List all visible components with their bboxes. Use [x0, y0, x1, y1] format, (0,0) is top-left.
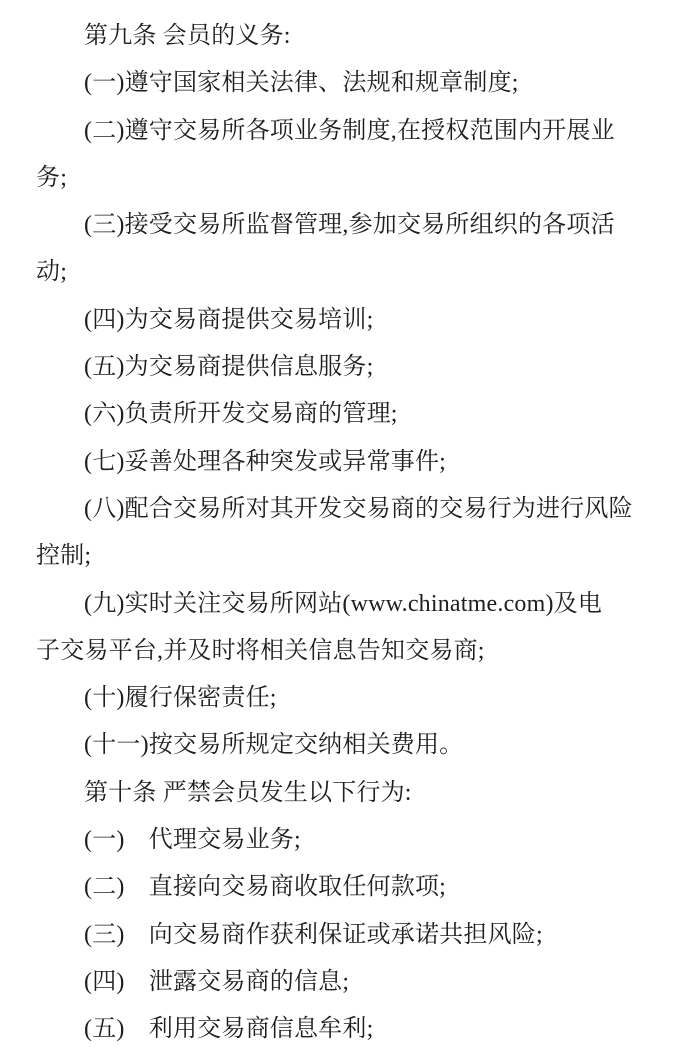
article-9-item-1: (一)遵守国家相关法律、法规和规章制度;	[84, 70, 519, 97]
article-9-item-9-line-1: (九)实时关注交易所网站(www.chinatme.com)及电	[84, 590, 603, 617]
article-9-item-11: (十一)按交易所规定交纳相关费用。	[84, 732, 464, 759]
article-10-item-4: (四) 泄露交易商的信息;	[84, 968, 350, 995]
article-9-item-3-line-2: 动;	[36, 259, 68, 286]
article-9-item-2-line-2: 务;	[36, 164, 68, 191]
article-9-item-9-line-2: 子交易平台,并及时将相关信息告知交易商;	[36, 637, 485, 664]
article-10-item-2: (二) 直接向交易商收取任何款项;	[84, 874, 447, 901]
article-9-heading: 第九条 会员的义务:	[84, 23, 291, 49]
article-9-item-6: (六)负责所开发交易商的管理;	[84, 401, 398, 428]
article-9-item-5: (五)为交易商提供信息服务;	[84, 354, 374, 381]
article-9-item-7: (七)妥善处理各种突发或异常事件;	[84, 448, 447, 475]
article-9-item-4: (四)为交易商提供交易培训;	[84, 306, 374, 333]
article-9-item-10: (十)履行保密责任;	[84, 685, 277, 712]
article-9-item-8-line-2: 控制;	[36, 543, 92, 570]
article-10-item-5: (五) 利用交易商信息牟利;	[84, 1016, 374, 1043]
article-10-item-1: (一) 代理交易业务;	[84, 827, 301, 854]
article-9-item-8-line-1: (八)配合交易所对其开发交易商的交易行为进行风险	[84, 495, 633, 522]
article-10-item-3: (三) 向交易商作获利保证或承诺共担风险;	[84, 921, 543, 948]
article-9-item-2-line-1: (二)遵守交易所各项业务制度,在授权范围内开展业	[84, 117, 615, 144]
article-9-item-3-line-1: (三)接受交易所监督管理,参加交易所组织的各项活	[84, 212, 615, 239]
article-10-heading: 第十条 严禁会员发生以下行为:	[84, 779, 412, 806]
